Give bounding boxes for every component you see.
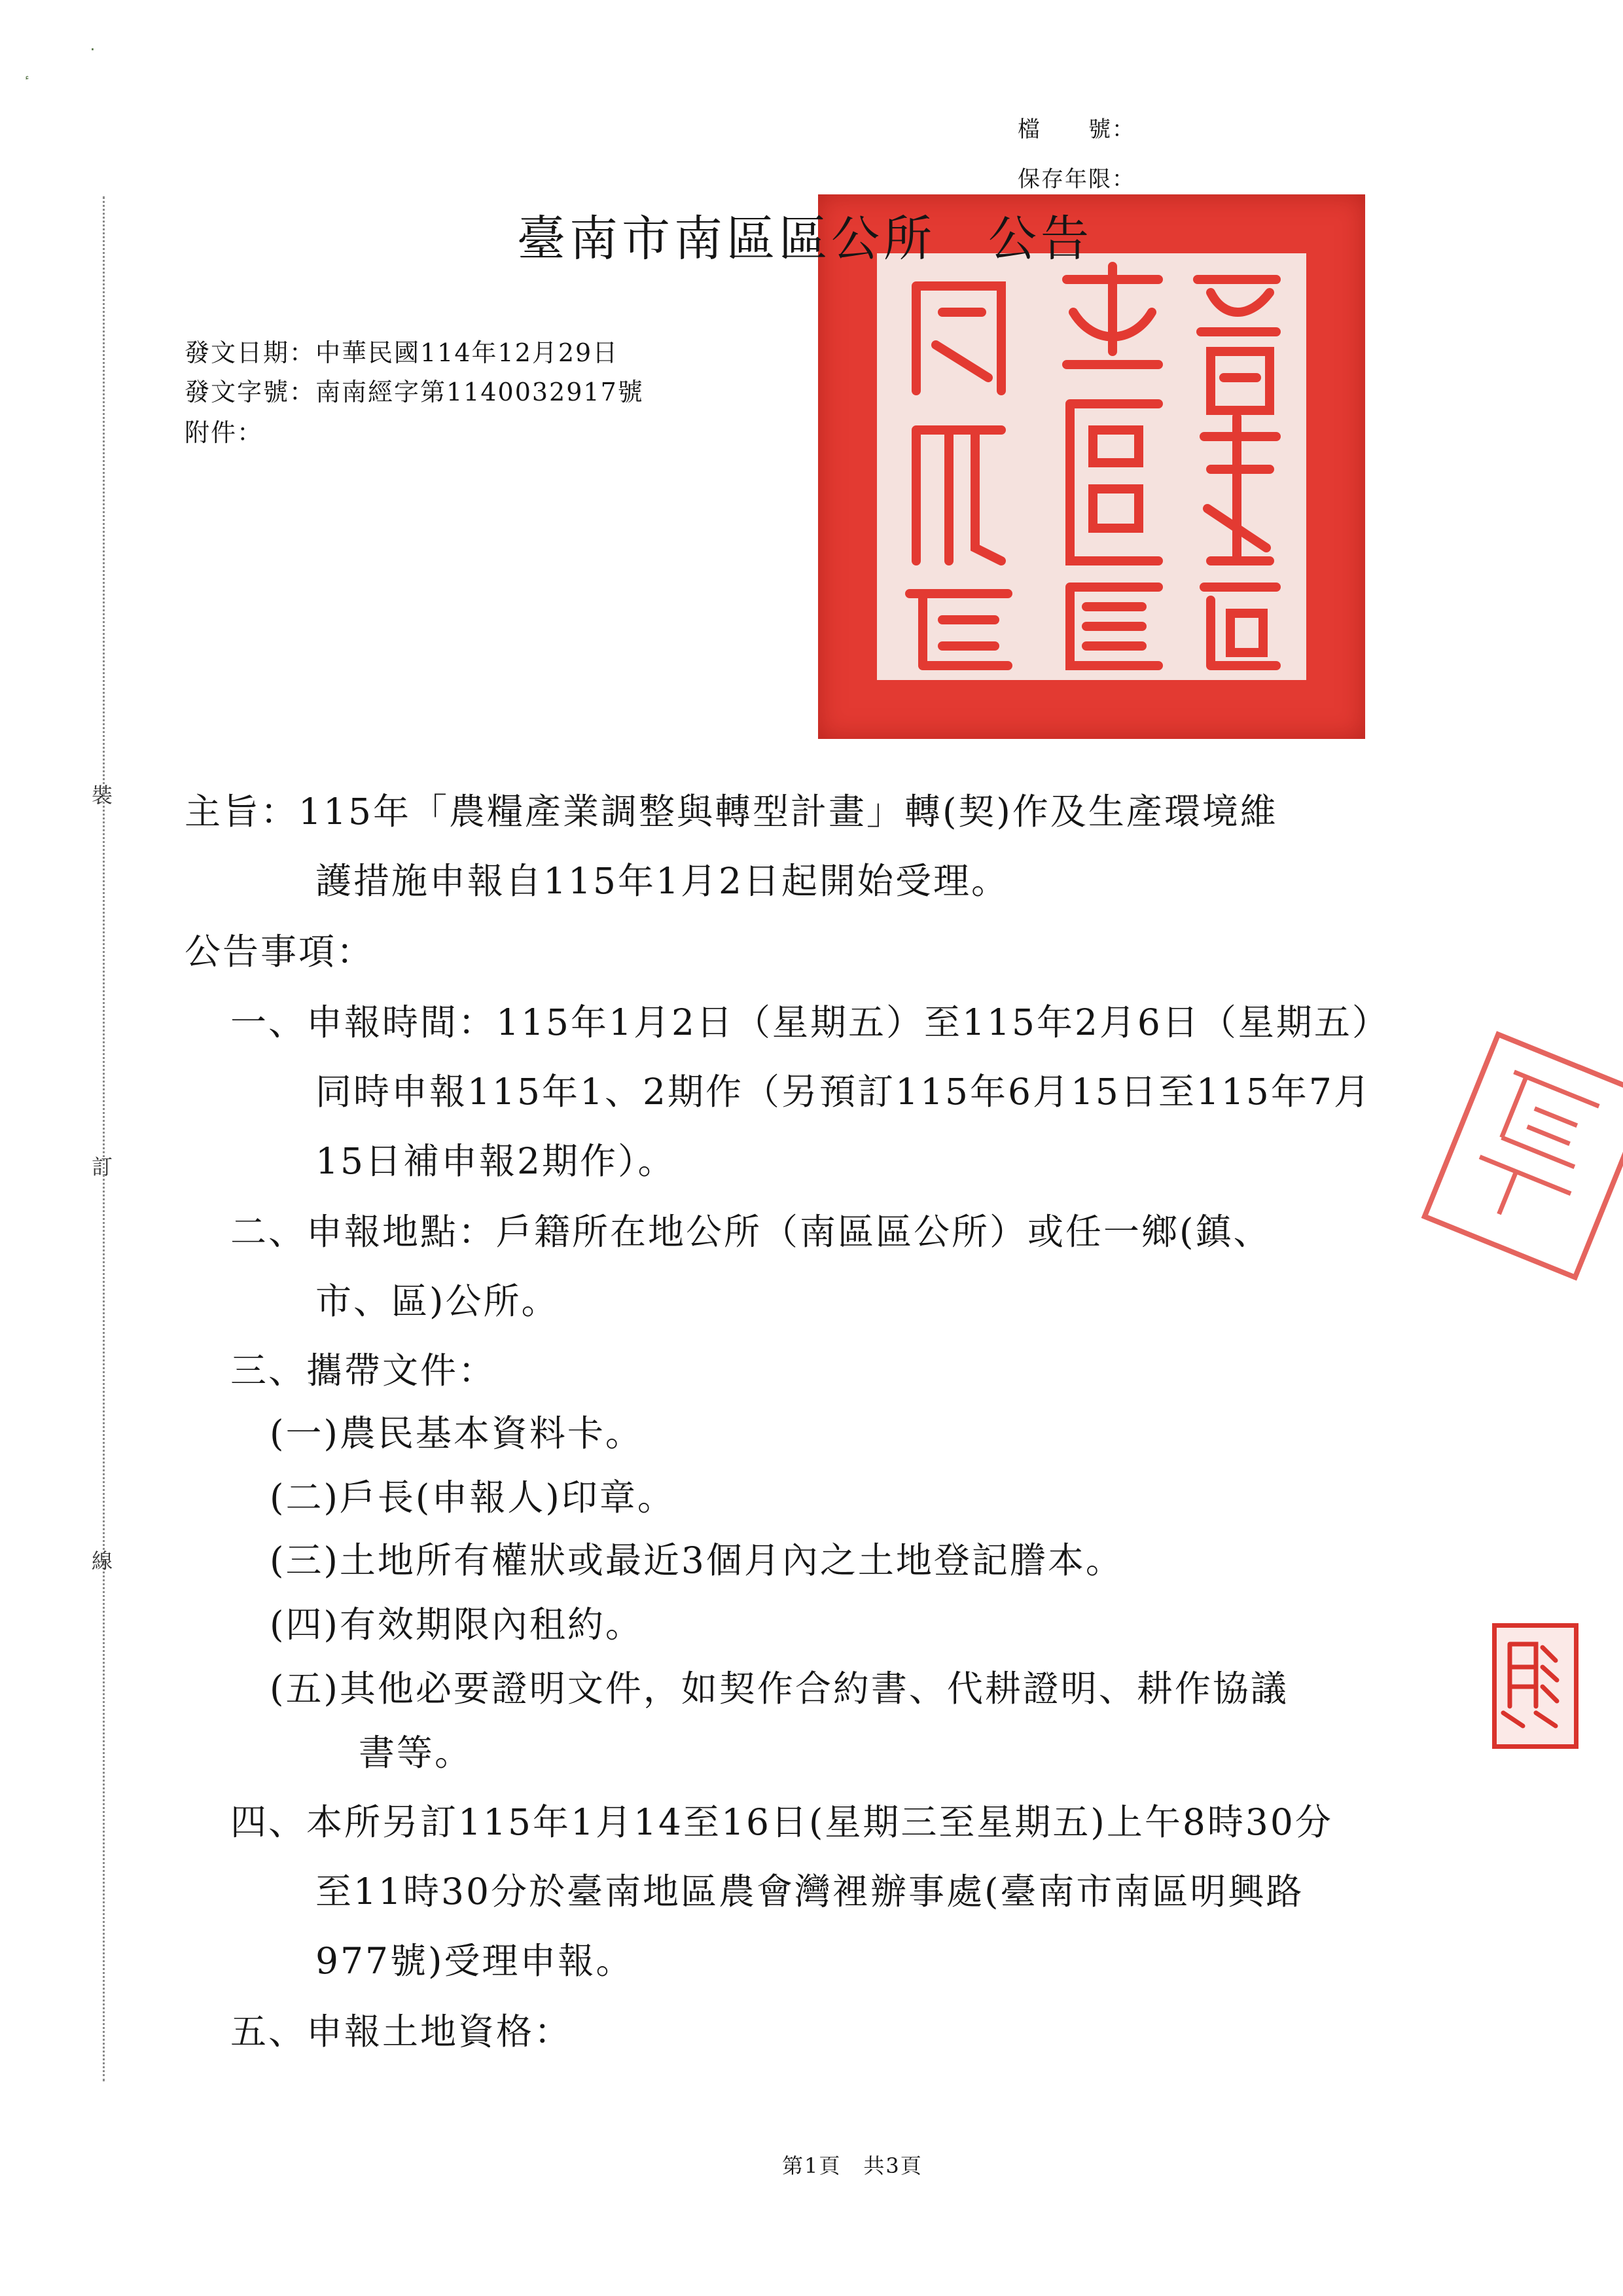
personal-seal-icon — [1492, 1623, 1578, 1749]
item-3-heading: 三、攜帶文件： — [230, 1350, 497, 1391]
item-4-line-1: 四、本所另訂115年1月14至16日(星期三至星期五)上午8時30分 — [230, 1801, 1333, 1843]
binding-mark-mid: 訂 — [92, 1155, 113, 1179]
retention-period-label: 保存年限： — [1018, 166, 1135, 192]
item-4-line-3: 977號)受理申報。 — [315, 1940, 634, 1982]
document-5-line-1: (五)其他必要證明文件，如契作合約書、代耕證明、耕作協議 — [270, 1668, 1289, 1710]
notice-heading: 公告事項： — [185, 931, 375, 973]
issue-date: 發文日期：中華民國114年12月29日 — [185, 338, 619, 367]
item-2-line-2: 市、區)公所。 — [315, 1280, 560, 1322]
item-4-line-2: 至11時30分於臺南地區農會灣裡辦事處(臺南市南區明興路 — [315, 1871, 1304, 1912]
document-5-line-2: 書等。 — [359, 1732, 473, 1774]
attachment-label: 附件： — [185, 418, 264, 447]
item-5-heading: 五、申報土地資格： — [230, 2011, 573, 2053]
document-4: (四)有效期限內租約。 — [270, 1604, 643, 1645]
subject-line-1: 主旨：115年「農糧產業調整與轉型計畫」轉(契)作及生產環境維 — [185, 791, 1278, 833]
binding-mark-top: 裝 — [92, 783, 113, 808]
file-number-label: 檔 號： — [1018, 117, 1135, 143]
item-2-line-1: 二、申報地點：戶籍所在地公所（南區區公所）或任一鄉(鎮、 — [230, 1211, 1272, 1253]
partial-seal-icon — [1421, 1031, 1623, 1280]
binding-mark-bottom: 線 — [92, 1549, 113, 1573]
official-seal-icon — [818, 194, 1365, 739]
document-3: (三)土地所有權狀或最近3個月內之土地登記謄本。 — [270, 1539, 1124, 1581]
reference-number: 發文字號：南南經字第1140032917號 — [185, 378, 644, 406]
document-2: (二)戶長(申報人)印章。 — [270, 1477, 675, 1518]
scan-speck: ٠ — [88, 39, 97, 58]
page-number: 第1頁 共3頁 — [782, 2153, 923, 2178]
item-1-line-2: 同時申報115年1、2期作（另預訂115年6月15日至115年7月 — [315, 1071, 1372, 1113]
document-1: (一)農民基本資料卡。 — [270, 1412, 643, 1454]
subject-line-2: 護措施申報自115年1月2日起開始受理。 — [315, 860, 1009, 902]
scan-speck: ٴ — [25, 75, 30, 94]
item-1-line-3: 15日補申報2期作）。 — [315, 1140, 676, 1182]
page-title: 臺南市南區區公所 公告 — [517, 211, 1093, 267]
item-1-line-1: 一、申報時間：115年1月2日（星期五）至115年2月6日（星期五） — [230, 1001, 1390, 1043]
binding-line — [103, 196, 105, 2081]
